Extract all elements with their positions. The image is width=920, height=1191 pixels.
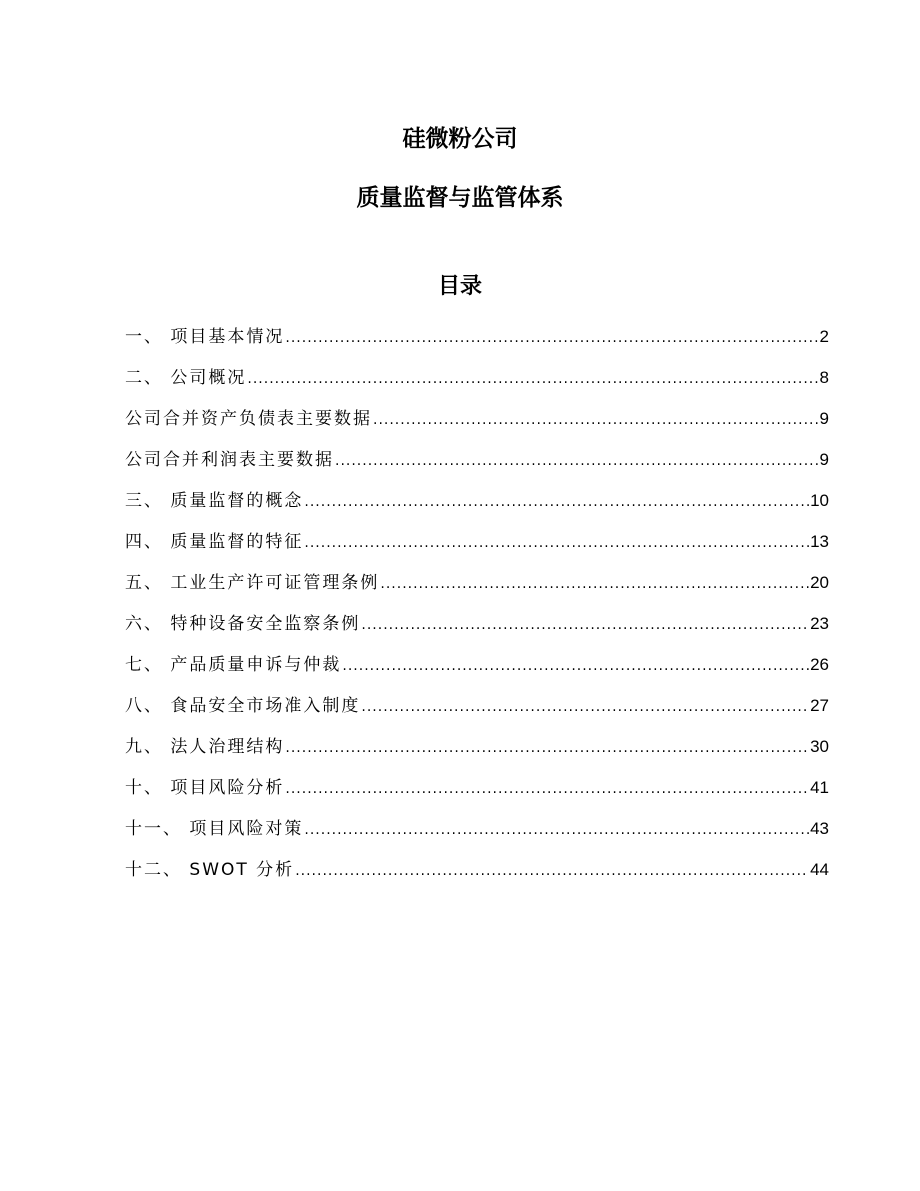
- toc-leader-dots: [373, 408, 819, 432]
- toc-leader-dots: [380, 572, 809, 596]
- toc-entry-label: 四、 质量监督的特征: [125, 532, 304, 552]
- toc-entry-page: 9: [819, 409, 829, 428]
- toc-entry-page: 10: [810, 491, 829, 510]
- toc-entry[interactable]: [125, 448, 829, 489]
- toc-leader-dots: [335, 449, 819, 473]
- toc-entry[interactable]: [125, 325, 829, 366]
- toc-entry[interactable]: [125, 571, 829, 612]
- toc-entry[interactable]: [125, 735, 829, 776]
- toc-entry-page: 41: [810, 778, 829, 797]
- document-subtitle: 质量监督与监管体系: [356, 185, 564, 211]
- toc-entry-label: 十、 项目风险分析: [125, 778, 285, 798]
- toc-entry-label: 十二、 SWOT 分析: [125, 860, 295, 880]
- toc-entry-label: 六、 特种设备安全监察条例: [125, 614, 361, 634]
- toc-entry[interactable]: [125, 366, 829, 407]
- toc-entry[interactable]: [125, 407, 829, 448]
- toc-leader-dots: [285, 326, 818, 350]
- toc-entry[interactable]: [125, 858, 829, 899]
- toc-entry-page: 43: [810, 819, 829, 838]
- toc-leader-dots: [285, 736, 809, 760]
- toc-leader-dots: [361, 613, 809, 637]
- toc-entry-page: 8: [819, 368, 829, 387]
- toc-entry[interactable]: [125, 612, 829, 653]
- toc-entry-label: 五、 工业生产许可证管理条例: [125, 573, 380, 593]
- toc-entry-page: 13: [810, 532, 829, 551]
- toc-entry-label: 三、 质量监督的概念: [125, 491, 304, 511]
- table-of-contents: [125, 325, 829, 899]
- toc-entry-label: 七、 产品质量申诉与仲裁: [125, 655, 342, 675]
- toc-leader-dots: [295, 859, 809, 883]
- toc-entry-label: 一、 项目基本情况: [125, 327, 285, 347]
- document-title: 硅微粉公司: [402, 126, 518, 152]
- toc-leader-dots: [247, 367, 818, 391]
- toc-entry-page: 27: [810, 696, 829, 715]
- toc-leader-dots: [304, 818, 809, 842]
- toc-entry[interactable]: [125, 817, 829, 858]
- toc-entry-label: 九、 法人治理结构: [125, 737, 285, 757]
- toc-entry-page: 26: [810, 655, 829, 674]
- toc-entry-page: 23: [810, 614, 829, 633]
- toc-entry-page: 20: [810, 573, 829, 592]
- toc-entry-label: 公司合并利润表主要数据: [125, 450, 334, 470]
- toc-entry-page: 9: [819, 450, 829, 469]
- toc-entry[interactable]: [125, 653, 829, 694]
- toc-entry[interactable]: [125, 530, 829, 571]
- toc-leader-dots: [304, 490, 809, 514]
- toc-entry-page: 2: [819, 327, 829, 346]
- toc-entry[interactable]: [125, 489, 829, 530]
- toc-entry-page: 44: [810, 860, 829, 879]
- toc-leader-dots: [342, 654, 809, 678]
- toc-entry-label: 公司合并资产负债表主要数据: [125, 409, 372, 429]
- toc-entry[interactable]: [125, 776, 829, 817]
- toc-leader-dots: [361, 695, 809, 719]
- toc-leader-dots: [304, 531, 809, 555]
- toc-heading: 目录: [437, 274, 482, 299]
- toc-entry-label: 二、 公司概况: [125, 368, 247, 388]
- toc-entry-label: 十一、 项目风险对策: [125, 819, 304, 839]
- toc-leader-dots: [285, 777, 809, 801]
- toc-entry-label: 八、 食品安全市场准入制度: [125, 696, 361, 716]
- toc-entry[interactable]: [125, 694, 829, 735]
- toc-entry-page: 30: [810, 737, 829, 756]
